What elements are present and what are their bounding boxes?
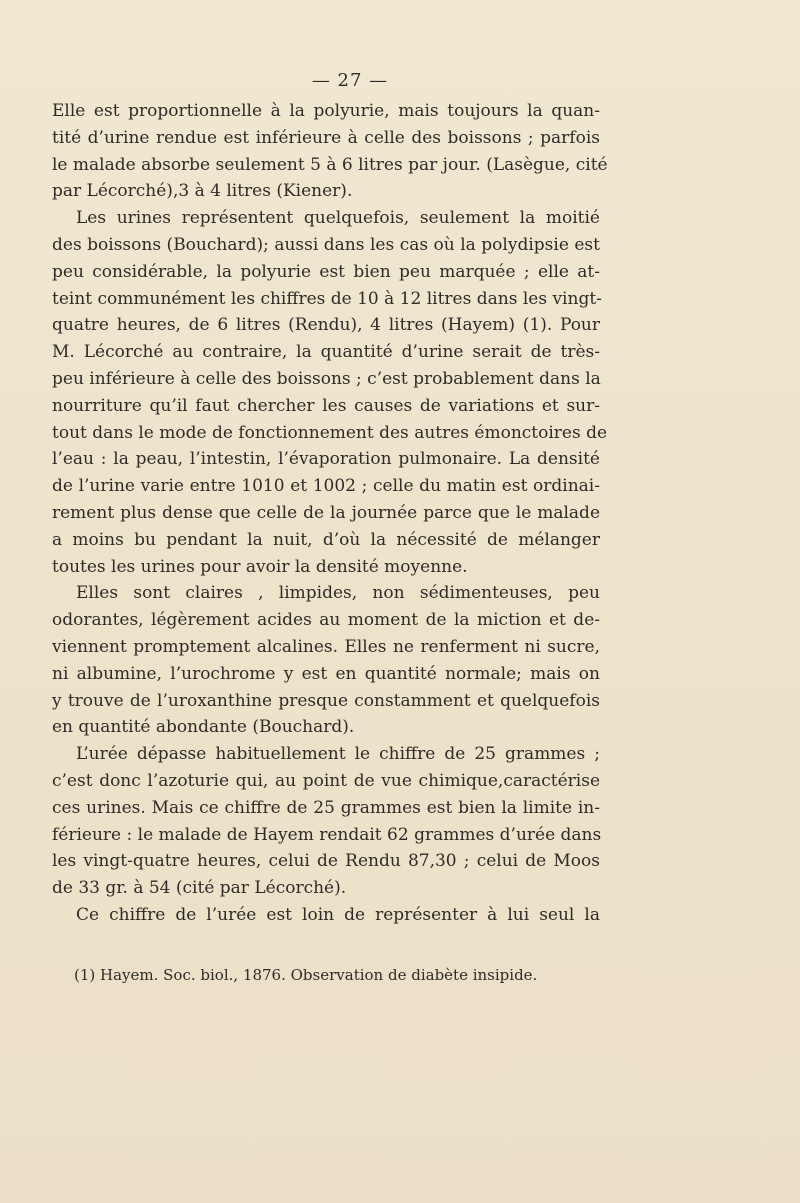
text-line: en quantité abondante (Bouchard). — [52, 717, 355, 738]
text-line: peu considérable, la polyurie est bien peu marquée ; elle at- — [52, 261, 600, 282]
body-text — [52, 98, 608, 929]
footnote: (1) Hayem. Soc. biol., 1876. Observation de diabète insipide. — [74, 966, 538, 984]
text-line: M. Lécorché au contraire, la quantité d’urine serait de très- — [52, 342, 600, 363]
text-line: odorantes, légèrement acides au moment de la miction et de- — [52, 610, 600, 631]
text-line: viennent promptement alcalines. Elles ne renferment ni sucre, — [52, 636, 600, 657]
text-line: le malade absorbe seulement 5 à 6 litres par jour. (Lasègue, cité — [52, 154, 608, 175]
text-line: y trouve de l’uroxanthine presque constamment et quelquefois — [52, 690, 600, 711]
text-line: Elle est proportionnelle à la polyurie, mais toujours la quan- — [52, 101, 600, 121]
text-line: de l’urine varie entre 1010 et 1002 ; celle du matin est ordinai- — [52, 476, 600, 497]
text-line: Ce chiffre de l’urée est loin de représenter à lui seul la — [76, 904, 600, 925]
text-line: les vingt-quatre heures, celui de Rendu 87,30 ; celui de Moos — [52, 851, 600, 872]
text-line: Elles sont claires , limpides, non sédimenteuses, peu — [76, 583, 600, 604]
text-line: Les urines représentent quelquefois, seulement la moitié — [76, 208, 600, 229]
text-line: tité d’urine rendue est inférieure à celle des boissons ; parfois — [52, 127, 600, 148]
text-line: l’eau : la peau, l’intestin, l’évaporation pulmonaire. La densité — [52, 449, 600, 470]
text-line: par Lécorché),3 à 4 litres (Kiener). — [52, 181, 353, 202]
text-line: quatre heures, de 6 litres (Rendu), 4 litres (Hayem) (1). Pour — [52, 315, 600, 336]
text-line: tout dans le mode de fonctionnement des autres émonctoires de — [52, 422, 608, 443]
text-line: ni albumine, l’urochrome y est en quantité normale; mais on — [52, 663, 600, 684]
text-line: de 33 gr. à 54 (cité par Lécorché). — [52, 878, 347, 899]
text-line: a moins bu pendant la nuit, d’où la nécessité de mélanger — [52, 529, 600, 550]
text-line: nourriture qu’il faut chercher les causes de variations et sur- — [52, 395, 600, 416]
text-line: rement plus dense que celle de la journée parce que le malade — [52, 502, 600, 523]
text-line: c’est donc l’azoturie qui, au point de vue chimique,caractérise — [52, 770, 600, 791]
text-line: des boissons (Bouchard); aussi dans les cas où la polydipsie est — [52, 234, 600, 255]
text-line: férieure : le malade de Hayem rendait 62 grammes d’urée dans — [52, 824, 602, 845]
text-line: peu inférieure à celle des boissons ; c’est probablement dans la — [52, 368, 601, 389]
text-line: ces urines. Mais ce chiffre de 25 grammes est bien la limite in- — [52, 797, 600, 818]
text-line: L’urée dépasse habituellement le chiffre de 25 grammes ; — [76, 744, 600, 765]
page-number: — 27 — — [311, 70, 389, 91]
text-line: teint communément les chiffres de 10 à 12 litres dans les vingt- — [52, 288, 602, 309]
text-line: toutes les urines pour avoir la densité moyenne. — [52, 556, 468, 577]
